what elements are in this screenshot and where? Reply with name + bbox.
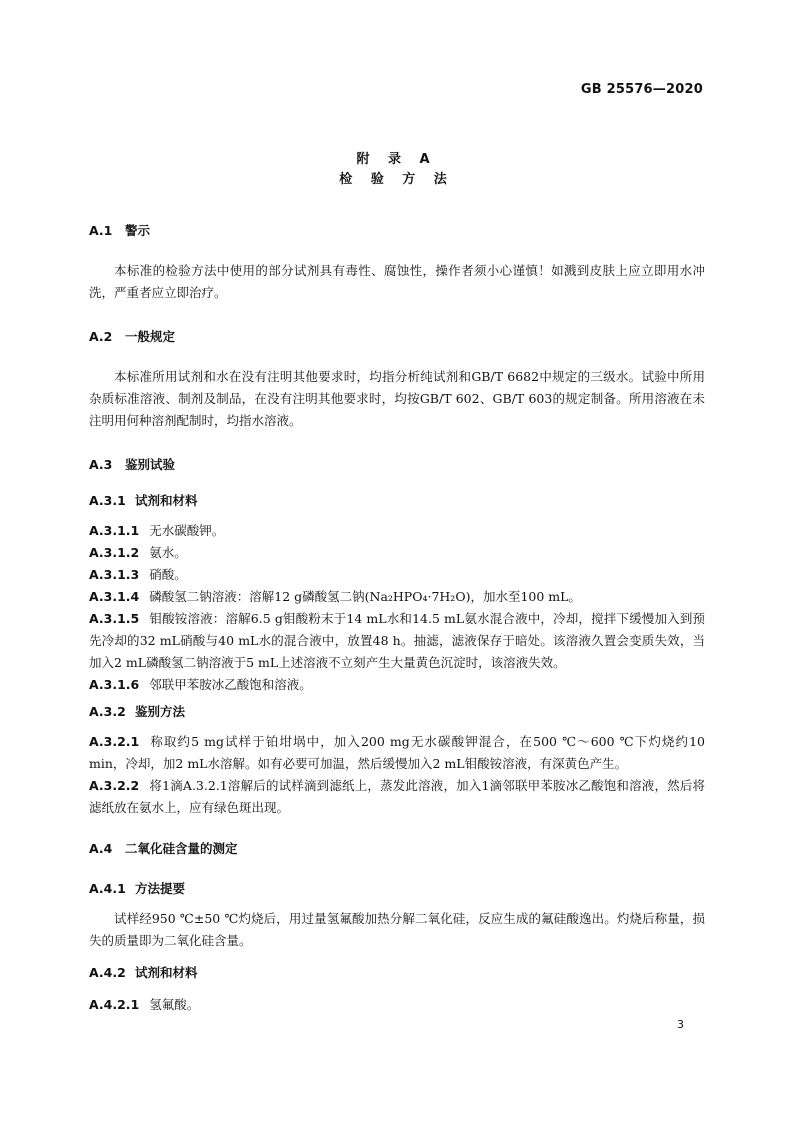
appendix-subtitle: 检 验 方 法 [339,172,454,187]
clause-a312 [89,542,705,564]
section-heading-a41 [89,879,185,897]
clause-a315 [89,608,705,674]
clause-number: A.3.1.3 [89,567,140,582]
section-heading-a32 [89,702,185,720]
page-number: 3 [677,1018,684,1031]
paragraph-a2: 本标准所用试剂和水在没有注明其他要求时，均指分析纯试剂和GB/T 6682中规定的三级水。试验中所用杂质标准溶液、制剂及制品，在没有注明其他要求时，均按GB/T 602、GB/T 603的规定制备。所用溶液在未注明用何种溶剂配制时，均指水溶液。 [89,369,705,428]
clause-a314 [89,586,705,608]
section-heading-a1 [89,221,150,239]
clause-a321 [89,731,705,775]
clause-number: A.3.2.2 [89,778,140,793]
section-heading-a31 [89,491,198,509]
section-number: A.1 [89,223,113,238]
clause-a316 [89,674,705,696]
clause-text: 磷酸氢二钠溶液：溶解12 g磷酸氢二钠(Na₂HPO₄·7H₂O)，加水至100 mL。 [149,589,581,604]
clause-a322 [89,775,705,819]
section-heading-a3 [89,455,175,473]
section-heading-a4 [89,839,238,857]
section-title: 试剂和材料 [135,493,198,508]
clause-text: 将1滴A.3.2.1溶解后的试样滴到滤纸上，蒸发此溶液，加入1滴邻联甲苯胺冰乙酸饱和溶液，然后将滤纸放在氨水上，应有绿色斑出现。 [89,778,705,815]
clause-a313 [89,564,705,586]
section-title: 二氧化硅含量的测定 [125,841,238,856]
section-heading-a2 [89,327,175,345]
section-number: A.3 [89,457,113,472]
section-number: A.3.1 [89,493,126,508]
clause-text: 钼酸铵溶液：溶解6.5 g钼酸粉末于14 mL水和14.5 mL氨水混合液中，冷却，搅拌下缓慢加入到预先冷却的32 mL硝酸与40 mL水的混合液中，放置48 h。抽滤，滤液保存于暗处。该溶液久置会变质失效，当加入2 mL磷酸氢二钠溶液于5 mL上述溶液不立刻产生大量黄色沉淀时，该溶液失效。 [89,611,705,670]
clause-text: 无水碳酸钾。 [149,523,225,538]
clause-number: A.3.1.2 [89,545,140,560]
section-number: A.4.1 [89,881,126,896]
clause-a311 [89,520,705,542]
section-number: A.3.2 [89,704,126,719]
paragraph-a41: 试样经950 ℃±50 ℃灼烧后，用过量氢氟酸加热分解二氧化硅，反应生成的氟硅酸逸出。灼烧后称量，损失的质量即为二氧化硅含量。 [89,911,705,948]
section-title: 试剂和材料 [135,965,198,980]
section-title: 鉴别试验 [125,457,176,472]
clause-number: A.3.2.1 [89,734,140,749]
clause-text: 称取约5 mg试样于铂坩埚中，加入200 mg无水碳酸钾混合，在500 ℃～600 ℃下灼烧约10 min，冷却，加2 mL水溶解。如有必要可加温，然后缓慢加入2 mL钼酸铵溶液，有深黄色产生。 [89,734,705,771]
section-title: 一般规定 [125,329,176,344]
clause-number: A.3.1.6 [89,677,140,692]
clause-number: A.4.2.1 [89,997,140,1012]
standard-code: GB 25576—2020 [580,82,703,97]
section-number: A.2 [89,329,113,344]
clause-text: 邻联甲苯胺冰乙酸饱和溶液。 [149,677,312,692]
clause-number: A.3.1.5 [89,611,140,626]
section-title: 鉴别方法 [135,704,186,719]
clause-number: A.3.1.4 [89,589,140,604]
section-number: A.4 [89,841,113,856]
clause-number: A.3.1.1 [89,523,140,538]
clause-text: 硝酸。 [149,567,187,582]
section-number: A.4.2 [89,965,126,980]
section-title: 警示 [125,223,151,238]
section-heading-a42 [89,963,198,981]
section-title: 方法提要 [135,881,186,896]
clause-text: 氨水。 [149,545,187,560]
paragraph-a1: 本标准的检验方法中使用的部分试剂具有毒性、腐蚀性，操作者须小心谨慎！如溅到皮肤上应立即用水冲洗，严重者应立即治疗。 [89,263,705,300]
appendix-title: 附 录 A [356,152,437,167]
clause-text: 氢氟酸。 [149,997,200,1012]
clause-a421 [89,994,705,1016]
